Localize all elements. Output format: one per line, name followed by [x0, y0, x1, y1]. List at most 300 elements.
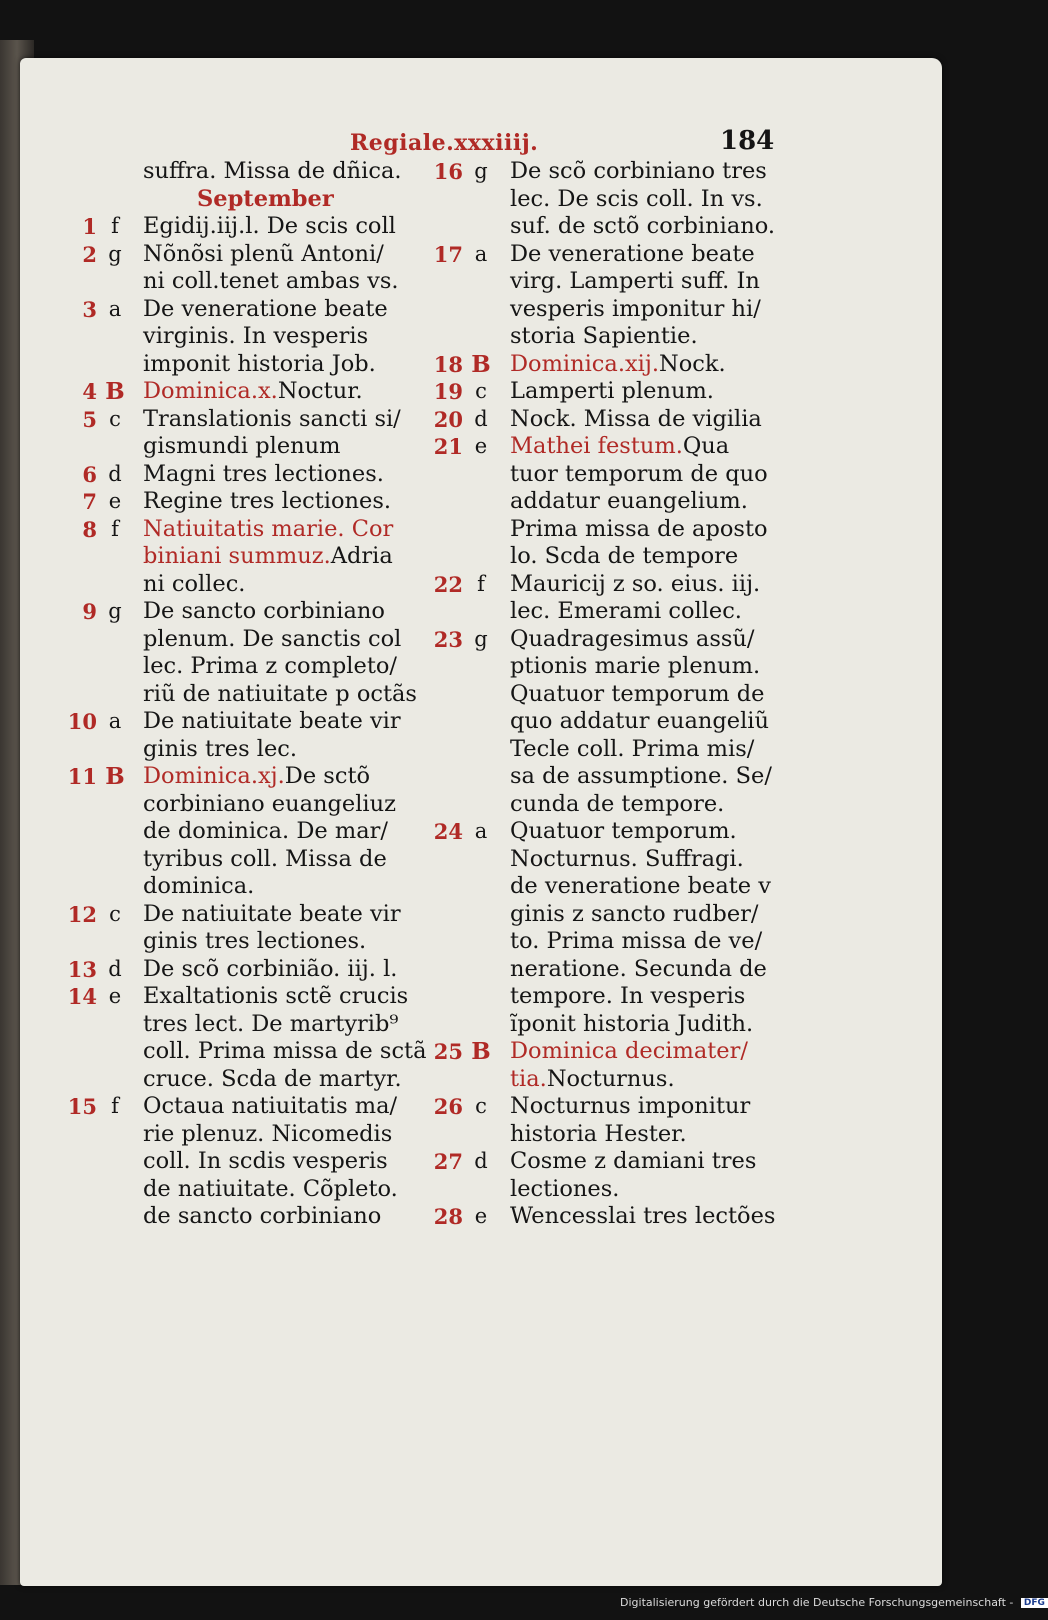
black-text: imponit historia Job.: [143, 350, 376, 377]
black-text: Regine tres lectiones.: [143, 488, 392, 514]
folio-number: 184: [720, 126, 775, 156]
dominical-letter: B: [105, 763, 125, 790]
day-number: 11: [67, 764, 97, 789]
black-text: Octaua natiuitatis ma/: [143, 1093, 398, 1119]
black-text: ptionis marie plenum.: [510, 653, 761, 679]
day-number: 2: [82, 241, 97, 267]
black-text: suf. de sctõ corbiniano.: [510, 213, 776, 239]
black-text: Qua: [682, 433, 730, 459]
calendar-line: [415, 626, 790, 654]
rubric-text: Natiuitatis marie. Cor: [143, 515, 394, 542]
calendar-line: [415, 488, 790, 516]
black-text: Prima missa de aposto: [510, 515, 768, 542]
calendar-line: [415, 681, 790, 709]
entry-text: [143, 598, 385, 626]
dominical-letter: a: [108, 296, 122, 321]
entry-text: [510, 846, 744, 874]
entry-text: [143, 1176, 398, 1204]
calendar-line: [47, 433, 407, 461]
calendar-line: [47, 653, 407, 681]
entry-text: [143, 818, 388, 846]
calendar-line: [47, 818, 407, 846]
black-text: tuor temporum de quo: [510, 460, 768, 487]
calendar-line: [47, 323, 407, 351]
calendar-line: [47, 1038, 427, 1066]
dominical-letter: c: [475, 379, 487, 403]
day-number: 24: [433, 819, 463, 844]
dfg-logo: DFG: [1021, 1598, 1048, 1608]
rubric-text: Mathei festum.: [510, 433, 683, 459]
dominical-letter: g: [108, 599, 122, 623]
rubric-text: tia.: [510, 1065, 547, 1092]
dominical-letter: e: [108, 984, 122, 1008]
black-text: Nocturnus imponitur: [510, 1093, 751, 1119]
entry-text: [510, 323, 698, 351]
calendar-line: [47, 241, 407, 269]
calendar-line: [47, 736, 407, 764]
calendar-line: [415, 406, 790, 434]
dominical-letter: f: [477, 571, 485, 596]
day-number: 23: [433, 626, 463, 652]
black-text: coll. In scdis vesperis: [143, 1148, 388, 1174]
black-text: dominica.: [143, 873, 255, 899]
entry-text: [143, 378, 363, 406]
calendar-line: [415, 873, 790, 901]
entry-text: [143, 158, 402, 186]
entry-text: [143, 736, 297, 764]
dominical-letter: d: [108, 461, 122, 486]
black-text: historia Hester.: [510, 1120, 687, 1147]
rubric-text: Dominica.xj.: [143, 763, 285, 789]
day-number: 3: [82, 296, 97, 322]
calendar-line: [47, 901, 407, 929]
day-number: 6: [82, 461, 97, 487]
calendar-line: [415, 571, 790, 599]
calendar-line: [47, 873, 407, 901]
entry-text: [510, 653, 760, 681]
calendar-line: [415, 708, 790, 736]
dominical-letter: a: [474, 241, 488, 266]
black-text: de sancto corbiniano: [143, 1203, 382, 1229]
black-text: quo addatur euangeliũ: [510, 708, 769, 734]
entry-text: [510, 873, 771, 901]
entry-text: [510, 213, 775, 241]
black-text: tyribus coll. Missa de: [143, 845, 387, 872]
black-text: ĩponit historia Judith.: [510, 1010, 754, 1037]
entry-text: [510, 1011, 753, 1039]
entry-text: [510, 351, 726, 379]
entry-text: [143, 571, 245, 599]
calendar-line: [415, 543, 790, 571]
calendar-line: [415, 158, 790, 186]
entry-text: [143, 1066, 402, 1094]
calendar-line: [415, 461, 790, 489]
entry-text: [510, 1066, 675, 1094]
entry-text: [143, 956, 397, 984]
black-text: lec. Prima z completo/: [143, 653, 397, 679]
calendar-line: [47, 213, 407, 241]
black-text: Cosme z damiani tres: [510, 1148, 757, 1174]
calendar-line: [415, 241, 790, 269]
black-text: rie plenuz. Nicomedis: [143, 1120, 393, 1147]
day-number: 14: [67, 984, 97, 1009]
black-text: de veneratione beate v: [510, 873, 771, 899]
black-text: Nõnõsi plenũ Antoni/: [143, 240, 384, 267]
calendar-line: [47, 1093, 407, 1121]
black-text: suffra. Missa de dñica.: [143, 158, 402, 184]
entry-text: [143, 543, 393, 571]
entry-text: [510, 378, 714, 406]
calendar-line: [47, 488, 407, 516]
black-text: lectiones.: [510, 1175, 620, 1202]
black-text: de natiuitate. Cõpleto.: [143, 1175, 398, 1202]
entry-text: [510, 983, 745, 1011]
dominical-letter: c: [475, 1094, 487, 1118]
calendar-line: [47, 846, 407, 874]
entry-text: [510, 158, 767, 186]
calendar-line: [47, 406, 407, 434]
entry-text: [510, 488, 748, 516]
entry-text: [143, 461, 384, 489]
entry-text: [510, 901, 759, 929]
black-text: addatur euangelium.: [510, 488, 748, 514]
entry-text: [510, 296, 761, 324]
calendar-line: [415, 791, 790, 819]
day-number: 13: [67, 956, 97, 982]
calendar-line: [415, 1203, 790, 1231]
dominical-letter: d: [108, 956, 122, 981]
entry-text: [510, 516, 768, 544]
dominical-letter: d: [474, 1149, 488, 1173]
black-text: gismundi plenum: [143, 433, 341, 459]
entry-text: [143, 213, 396, 241]
dominical-letter: g: [474, 159, 488, 183]
black-text: sa de assumptione. Se/: [510, 763, 772, 789]
entry-text: [510, 406, 762, 434]
black-text: De natiuitate beate vir: [143, 900, 401, 927]
entry-text: [143, 488, 391, 516]
entry-text: [510, 598, 742, 626]
black-text: Mauricij z so. eius. iij.: [510, 570, 761, 597]
dominical-letter: a: [108, 709, 122, 733]
calendar-line: [47, 928, 407, 956]
calendar-line: [415, 213, 790, 241]
calendar-line: [47, 1148, 407, 1176]
dominical-letter: f: [111, 1094, 119, 1118]
running-head: Regiale.xxxiiij.: [350, 130, 539, 156]
day-number: 26: [433, 1094, 463, 1119]
dominical-letter: g: [474, 626, 488, 651]
entry-text: [510, 241, 755, 269]
day-number: 21: [433, 434, 463, 459]
black-text: storia Sapientie.: [510, 323, 698, 349]
entry-text: [510, 1093, 750, 1121]
black-text: ni coll.tenet ambas vs.: [143, 268, 399, 294]
day-number: 20: [433, 406, 463, 432]
black-text: Translationis sancti si/: [143, 405, 401, 432]
calendar-line: [415, 901, 790, 929]
entry-text: [143, 1093, 397, 1121]
black-text: Nocturnus. Suffragi.: [510, 845, 744, 872]
entry-text: [510, 1176, 619, 1204]
black-text: to. Prima missa de ve/: [510, 928, 763, 954]
day-number: 22: [433, 571, 463, 597]
black-text: Noctur.: [277, 378, 363, 404]
footer-credit-text: Digitalisierung gefördert durch die Deutsche Forschungsgemeinschaft -: [620, 1596, 1014, 1609]
black-text: coll. Prima missa de sctã: [143, 1038, 427, 1064]
entry-text: [510, 626, 755, 654]
black-text: De natiuitate beate vir: [143, 708, 401, 734]
entry-text: [510, 461, 768, 489]
calendar-line: [47, 1011, 407, 1039]
day-number: 15: [67, 1094, 97, 1119]
calendar-line: [415, 296, 790, 324]
entry-text: [143, 406, 401, 434]
calendar-line: [47, 351, 407, 379]
calendar-line: [47, 516, 407, 544]
calendar-line: [415, 956, 790, 984]
dominical-letter: c: [109, 901, 121, 926]
black-text: Nock. Missa de vigilia: [510, 405, 762, 432]
calendar-line: [415, 1176, 790, 1204]
rubric-text: Dominica.xij.: [510, 350, 659, 377]
calendar-line: [415, 653, 790, 681]
calendar-line: [415, 268, 790, 296]
calendar-line: [415, 763, 790, 791]
calendar-line: [47, 708, 407, 736]
black-text: Egidij.iij.l. De scis coll: [143, 213, 396, 239]
entry-text: [510, 268, 760, 296]
calendar-line: [415, 1011, 790, 1039]
entry-text: [143, 516, 393, 544]
calendar-line: [47, 543, 407, 571]
black-text: virg. Lamperti suff. In: [510, 268, 760, 294]
black-text: Magni tres lectiones.: [143, 460, 384, 487]
black-text: De veneratione beate: [510, 240, 755, 267]
entry-text: [510, 956, 767, 984]
black-text: Tecle coll. Prima mis/: [510, 735, 755, 762]
black-text: vesperis imponitur hi/: [510, 295, 761, 322]
black-text: Nock.: [659, 350, 726, 377]
day-number: 17: [433, 241, 463, 267]
dominical-letter: a: [474, 819, 488, 843]
black-text: riũ de natiuitate p octãs: [143, 680, 417, 707]
entry-text: [143, 1148, 388, 1176]
dominical-letter: B: [471, 350, 491, 378]
day-number: 12: [67, 901, 97, 927]
black-text: Exaltationis sctẽ crucis: [143, 983, 409, 1009]
left-column: [47, 158, 427, 1231]
calendar-line: [415, 433, 790, 461]
day-number: 8: [82, 516, 97, 542]
entry-text: [510, 1121, 687, 1149]
black-text: cruce. Scda de martyr.: [143, 1065, 402, 1092]
entry-text: [143, 296, 388, 324]
entry-text: [510, 1148, 756, 1176]
calendar-line: [47, 763, 407, 791]
entry-text: [510, 433, 729, 461]
calendar-line: [415, 1121, 790, 1149]
black-text: lec. De scis coll. In vs.: [510, 185, 763, 212]
entry-text: [143, 763, 370, 791]
dominical-letter: g: [108, 241, 122, 266]
entry-text: [143, 846, 387, 874]
black-text: cunda de tempore.: [510, 790, 725, 817]
day-number: 16: [433, 159, 463, 184]
black-text: corbiniano euangeliuz: [143, 790, 396, 817]
black-text: De sctõ: [284, 763, 371, 789]
black-text: Lamperti plenum.: [510, 378, 714, 404]
entry-text: [143, 1011, 398, 1039]
calendar-line: [415, 928, 790, 956]
entry-text: [510, 708, 769, 736]
calendar-line: [47, 1176, 407, 1204]
calendar-line: [47, 626, 407, 654]
calendar-line: [415, 1066, 790, 1094]
day-number: 27: [433, 1149, 463, 1174]
calendar-line: [415, 1093, 790, 1121]
calendar-line: [47, 791, 407, 819]
black-text: Nocturnus.: [546, 1065, 675, 1092]
calendar-line: [47, 598, 407, 626]
calendar-line: [47, 956, 407, 984]
entry-text: [143, 433, 340, 461]
dominical-letter: f: [111, 516, 119, 541]
black-text: plenum. De sanctis col: [143, 625, 402, 652]
day-number: 19: [433, 379, 463, 404]
entry-text: [510, 1203, 775, 1231]
black-text: ni collec.: [143, 570, 246, 597]
entry-text: [143, 873, 254, 901]
day-number: 1: [82, 214, 97, 239]
entry-text: [510, 186, 763, 214]
calendar-line: [415, 516, 790, 544]
entry-text: [510, 818, 737, 846]
entry-text: [143, 791, 396, 819]
calendar-line: [415, 1148, 790, 1176]
calendar-line: [415, 818, 790, 846]
entry-text: [510, 928, 762, 956]
entry-text: [510, 763, 772, 791]
black-text: De scõ corbinião. iij. l.: [143, 955, 398, 982]
calendar-line: [47, 461, 407, 489]
entry-text: [143, 1203, 381, 1231]
day-number: 25: [433, 1039, 463, 1064]
day-number: 9: [82, 599, 97, 624]
black-text: Wencesslai tres lectões: [510, 1203, 776, 1229]
calendar-line: [415, 736, 790, 764]
entry-text: [143, 708, 401, 736]
day-number: 28: [433, 1204, 463, 1229]
black-text: De veneratione beate: [143, 295, 388, 322]
day-number: 10: [67, 709, 97, 734]
day-number: 5: [82, 406, 97, 432]
entry-text: [143, 653, 397, 681]
calendar-line: [47, 571, 407, 599]
calendar-line: [47, 1066, 407, 1094]
entry-text: [510, 543, 738, 571]
dominical-letter: e: [474, 434, 488, 458]
dominical-letter: e: [474, 1204, 488, 1228]
dominical-letter: f: [111, 214, 119, 238]
calendar-line: [47, 378, 407, 406]
footer-credit: [620, 1596, 1045, 1616]
rubric-text: biniani summuz.: [143, 543, 331, 569]
calendar-line: [415, 186, 790, 214]
rubric-text: Dominica decimater/: [510, 1038, 748, 1064]
entry-text: [143, 268, 399, 296]
entry-text: [143, 901, 401, 929]
calendar-line: [415, 983, 790, 1011]
calendar-line: [47, 1121, 407, 1149]
black-text: lec. Emerami collec.: [510, 598, 742, 624]
entry-text: [143, 983, 408, 1011]
rubric-text: Dominica.x.: [143, 378, 278, 404]
day-number: 4: [82, 379, 97, 404]
black-text: De sancto corbiniano: [143, 598, 385, 624]
black-text: Adria: [330, 543, 393, 569]
black-text: de dominica. De mar/: [143, 818, 388, 844]
black-text: ginis tres lectiones.: [143, 928, 367, 954]
black-text: De scõ corbiniano tres: [510, 158, 767, 184]
entry-text: [143, 681, 417, 709]
entry-text: [510, 571, 760, 599]
book-page: [20, 58, 942, 1586]
entry-text: [143, 241, 384, 269]
black-text: Quadragesimus assũ/: [510, 625, 755, 652]
dominical-letter: c: [109, 406, 121, 431]
dominical-letter: e: [108, 489, 122, 513]
calendar-line: [47, 296, 407, 324]
dominical-letter: d: [474, 406, 488, 431]
calendar-line: [47, 1203, 407, 1231]
black-text: Quatuor temporum de: [510, 680, 765, 707]
calendar-line: [47, 158, 407, 186]
calendar-line: [47, 680, 417, 709]
black-text: lo. Scda de tempore: [510, 543, 739, 569]
calendar-line: [415, 1038, 790, 1066]
entry-text: [510, 1038, 748, 1066]
entry-text: [510, 791, 724, 819]
black-text: neratione. Secunda de: [510, 955, 767, 982]
black-text: ginis tres lec.: [143, 735, 298, 762]
black-text: tres lect. De martyrib⁹: [143, 1010, 399, 1037]
calendar-line: [415, 846, 790, 874]
black-text: tempore. In vesperis: [510, 983, 746, 1009]
calendar-line: [415, 351, 790, 379]
black-text: ginis z sancto rudber/: [510, 900, 759, 927]
calendar-line: [47, 268, 407, 296]
black-text: virginis. In vesperis: [143, 323, 369, 349]
entry-text: [143, 323, 368, 351]
right-column: [415, 158, 790, 1231]
entry-text: [143, 626, 401, 654]
entry-text: [143, 1038, 427, 1066]
dominical-letter: B: [471, 1038, 491, 1065]
entry-text: [143, 928, 366, 956]
day-number: 18: [433, 351, 463, 377]
calendar-line: [47, 983, 407, 1011]
entry-text: [143, 1121, 392, 1149]
calendar-line: [415, 378, 790, 406]
dominical-letter: B: [105, 378, 125, 405]
black-text: Quatuor temporum.: [510, 818, 737, 844]
calendar-line: [415, 323, 790, 351]
entry-text: [510, 736, 754, 764]
entry-text: [143, 351, 376, 379]
calendar-line: [415, 598, 790, 626]
day-number: 7: [82, 489, 97, 514]
